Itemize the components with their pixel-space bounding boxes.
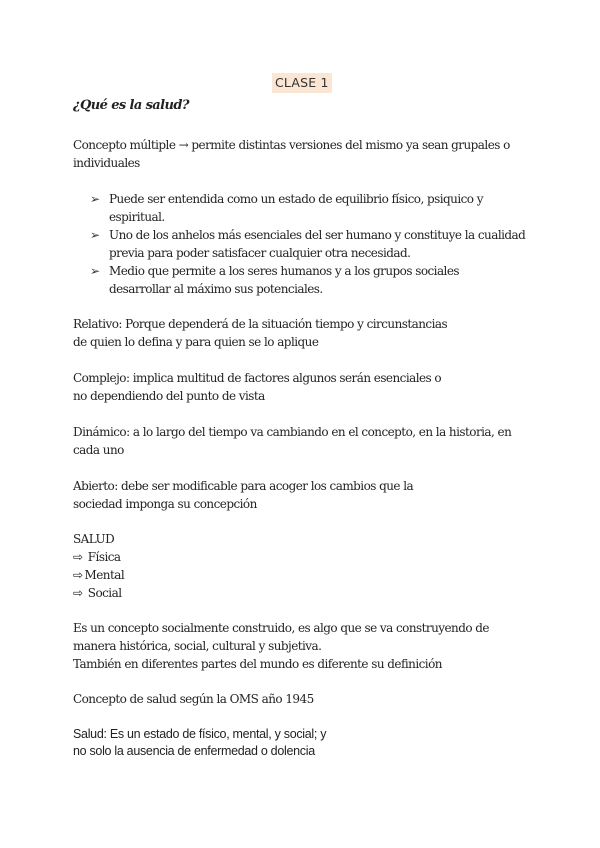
salud-item-label: Mental — [84, 568, 125, 582]
salud-heading: SALUD — [73, 532, 115, 546]
oms-line: Concepto de salud según la OMS año 1945 — [73, 692, 314, 706]
bullet-text-line: Uno de los anhelos más esenciales del ser humano y constituye la cualidad — [109, 228, 526, 242]
arrow-bullet-icon: ➢ — [90, 228, 101, 242]
construido-line-1: Es un concepto socialmente construido, es algo que se va construyendo de — [73, 621, 489, 635]
salud-item-mental — [73, 566, 124, 584]
arrow-right-icon: ⇨ — [73, 550, 83, 564]
salud-item-fisica — [73, 548, 121, 566]
construido-line-3: También en diferentes partes del mundo es diferente su definición — [73, 657, 442, 671]
intro-line-1: Concepto múltiple → permite distintas versiones del mismo ya sean grupales o — [73, 138, 510, 152]
construido-line-2: manera histórica, social, cultural y subjetiva. — [73, 639, 322, 653]
arrow-right-icon: ⇨ — [73, 586, 83, 600]
bullet-text-line: desarrollar al máximo sus potenciales. — [109, 282, 323, 296]
bullet-text-line: espiritual. — [109, 210, 165, 224]
arrow-bullet-icon: ➢ — [90, 192, 101, 206]
abierto-line-2: sociedad imponga su concepción — [73, 497, 257, 511]
abierto-line-1: Abierto: debe ser modificable para acoger los cambios que la — [73, 479, 414, 493]
dinamico-line-1: Dinámico: a lo largo del tiempo va cambiando en el concepto, en la historia, en — [73, 425, 512, 439]
complejo-line-1: Complejo: implica multitud de factores algunos serán esenciales o — [73, 371, 442, 385]
bullet-text-line: Puede ser entendida como un estado de equilibrio físico, psiquico y — [109, 192, 483, 206]
salud-item-label: Social — [84, 586, 122, 600]
salud-item-social — [73, 584, 121, 602]
page-title: CLASE 1 — [272, 73, 332, 93]
intro-line-2: individuales — [73, 156, 140, 170]
arrow-bullet-icon: ➢ — [90, 264, 101, 278]
bullet-text-line: Medio que permite a los seres humanos y a los grupos sociales — [109, 264, 460, 278]
definicion-line-2: no solo la ausencia de enfermedad o dolencia — [73, 744, 315, 758]
section-heading: ¿Qué es la salud? — [73, 98, 189, 113]
relativo-line-1: Relativo: Porque dependerá de la situación tiempo y circunstancias — [73, 317, 448, 331]
definicion-line-1: Salud: Es un estado de físico, mental, y social; y — [73, 727, 327, 741]
dinamico-line-2: cada uno — [73, 443, 124, 457]
arrow-right-icon: ⇨ — [73, 568, 83, 582]
salud-item-label: Física — [84, 550, 121, 564]
complejo-line-2: no dependiendo del punto de vista — [73, 389, 265, 403]
bullet-text-line: previa para poder satisfacer cualquier otra necesidad. — [109, 246, 411, 260]
relativo-line-2: de quien lo defina y para quien se lo aplique — [73, 335, 319, 349]
